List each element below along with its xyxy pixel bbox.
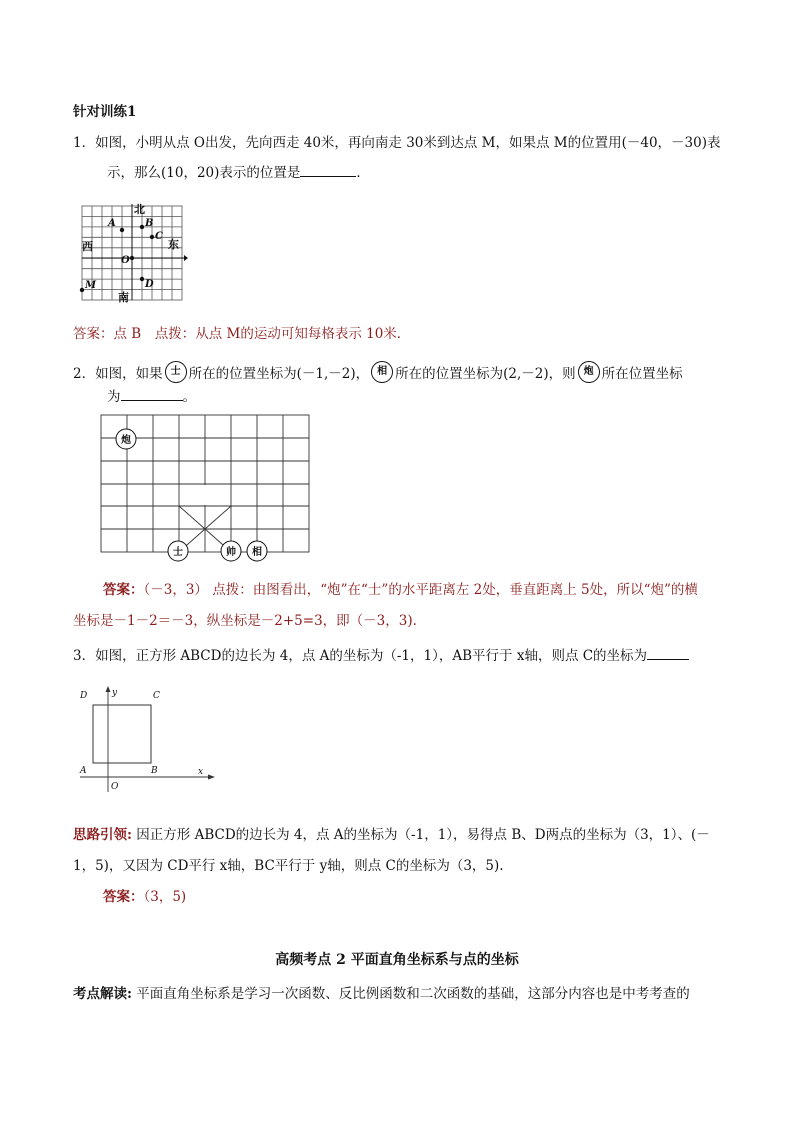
section2-title: 高频考点 2 平面直角坐标系与点的坐标: [275, 952, 519, 968]
section2-intro-label: 考点解读:: [73, 986, 132, 1002]
q2-answer-line2: 坐标是－1－2＝－3，纵坐标是－2+5=3，即（－3，3).: [73, 613, 417, 629]
q1-label-A: A: [108, 218, 116, 229]
q1-grid-figure: [76, 200, 188, 306]
board-pao-label: 炮: [121, 435, 131, 446]
q2-mid1: 所在的位置坐标为(－1,－2)，: [188, 366, 370, 382]
q3-label-y: y: [112, 688, 118, 698]
q1-label-M: M: [85, 280, 97, 291]
q3-y-arrow: [106, 686, 111, 692]
q2-suffix: 所在位置坐标: [601, 366, 683, 382]
q2-prefix: 2．如图，如果: [73, 366, 163, 382]
q3-line1-text: 3．如图，正方形 ABCD的边长为 4，点 A的坐标为（-1，1），AB平行于 x轴，则点 C的坐标为: [73, 648, 648, 664]
q3-hint-text1: 因正方形 ABCD的边长为 4，点 A的坐标为（-1，1），易得点 B、D两点的坐标为（3，1）、(－: [131, 827, 710, 843]
q2-line1: [73, 361, 683, 383]
q2-river-gap: [180, 485, 230, 505]
q1-label-C: C: [155, 231, 163, 242]
q1-east-arrow: [184, 255, 188, 261]
q1-answer: 答案：点 B 点拨：从点 M的运动可知每格表示 10米．: [73, 326, 411, 342]
q1-north-label: 北: [134, 203, 145, 216]
q3-square: [93, 705, 151, 763]
q3-hint-label: 思路引领:: [73, 827, 132, 843]
q3-answer-blank: [647, 647, 689, 660]
q2-line2-prefix: 为: [107, 389, 121, 405]
q2-mid2: 所在的位置坐标为(2,－2)，则: [395, 366, 576, 382]
q2-line2: [107, 388, 196, 406]
q1-label-O: O: [121, 255, 130, 266]
q3-answer-label: 答案：: [103, 889, 144, 905]
q2-answer-label: 答案：: [103, 582, 144, 598]
q3-label-A: A: [80, 766, 87, 776]
q3-label-B: B: [151, 766, 158, 776]
q3-x-arrow: [208, 775, 215, 780]
q2-board-figure: [96, 410, 314, 570]
q1-east-label: 东: [168, 238, 179, 251]
q1-label-B: B: [145, 218, 154, 229]
q1-line1: 1．如图，小明从点 O出发，先向西走 40米，再向南走 30米到达点 M，如果点 M的位置用(－40，－30)表: [73, 135, 721, 151]
q3-label-C: C: [153, 691, 160, 701]
q2-answer-text1: （－3，3） 点拨：由图看出，“炮”在“士”的水平距离左 2处，垂直距离上 5处，所以“炮”的横: [143, 582, 698, 598]
board-xiang-label: 相: [252, 547, 262, 558]
q3-label-O: O: [111, 782, 119, 792]
q3-answer: [103, 888, 186, 906]
section-heading: 针对训练1: [73, 104, 137, 120]
q3-line1: [73, 647, 689, 665]
piece-shi-icon: 士: [165, 361, 187, 383]
board-shi-label: 士: [173, 547, 183, 558]
q1-line2-prefix: 示，那么(10，20)表示的位置是: [107, 165, 301, 181]
q3-answer-value: （3，5): [143, 889, 187, 905]
q2-answer-blank: [121, 388, 183, 401]
q3-label-D: D: [80, 691, 88, 701]
q1-label-D: D: [145, 279, 154, 290]
piece-pao-icon: 炮: [578, 361, 600, 383]
q3-hint-line1: [73, 826, 710, 844]
board-shuai-label: 帅: [226, 547, 236, 558]
q1-west-label: 西: [82, 240, 93, 253]
section2-intro-text: 平面直角坐标系是学习一次函数、反比例函数和二次函数的基础，这部分内容也是中考考查的: [131, 986, 690, 1002]
q1-answer-blank: [300, 164, 356, 177]
section2-intro: [73, 985, 690, 1003]
piece-xiang-icon: 相: [371, 361, 393, 383]
q3-square-figure: [76, 684, 218, 796]
q1-line2-suffix: ．: [356, 165, 370, 181]
q2-answer-line1: [103, 581, 698, 599]
q2-line2-suffix: 。: [182, 389, 196, 405]
q1-south-label: 南: [118, 291, 129, 304]
q1-line2: [107, 164, 370, 182]
q3-label-x: x: [198, 767, 204, 777]
q3-hint-line2: 1，5)，又因为 CD平行 x轴，BC平行于 y轴，则点 C的坐标为（3，5).: [73, 858, 504, 874]
